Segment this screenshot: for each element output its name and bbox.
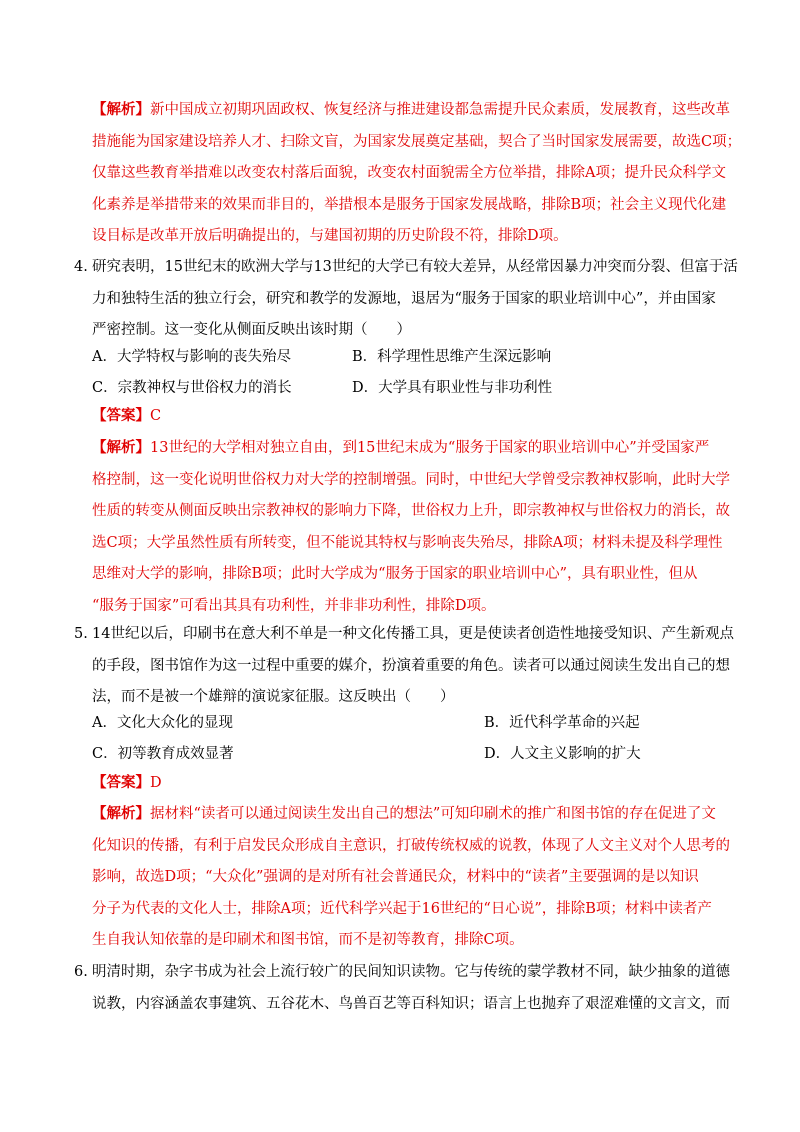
- q4-option-b: B．科学理性思维产生深远影响: [352, 349, 552, 365]
- q4-stem-line: 4. 研究表明，15世纪末的欧洲大学与13世纪的大学已有较大差异，从经常因暴力冲突而分裂、但富于活: [92, 252, 712, 284]
- q4-stem: [74, 252, 738, 347]
- q4-option-c: C．宗教神权与世俗权力的消长: [92, 380, 292, 396]
- q5-option-c: C．初等教育成效显著: [92, 746, 234, 762]
- q4-answer: [92, 400, 712, 433]
- q6-stem-line: 说教，内容涵盖农事建筑、五谷花木、鸟兽百艺等百科知识；语言上也抛弃了艰涩难懂的文言文，而: [92, 995, 730, 1012]
- q4-analysis-line: 性质的转变从侧面反映出宗教神权的影响力下降，世俗权力上升，即宗教神权与世俗权力的消长，故: [92, 503, 730, 519]
- q5-stem-line: 法，而不是被一个雄辩的演说家征服。这反映出（ ）: [92, 689, 455, 705]
- q3-analysis: [92, 94, 742, 253]
- q3-analysis-line: 措施能为国家建设培养人才、扫除文盲，为国家发展奠定基础，契合了当时国家发展需要，故选C项；: [92, 133, 742, 150]
- analysis-tag: 【解析】: [92, 439, 150, 456]
- answer-value: C: [150, 408, 162, 424]
- q4-analysis-line: 格控制，这一变化说明世俗权力对大学的控制增强。同时，中世纪大学曾受宗教神权影响，此时大学: [92, 471, 730, 488]
- q6-stem: [74, 957, 730, 1020]
- q5-analysis-line: 影响，故选D项；“大众化”强调的是对所有社会普通民众，材料中的“读者”主要强调的是以知识: [92, 869, 699, 885]
- q5-analysis-line: 化知识的传播，有利于启发民众形成自主意识，打破传统权威的说教，体现了人文主义对个人思考的: [92, 837, 730, 854]
- q3-analysis-line: 仅靠这些教育举措难以改变农村落后面貌，改变农村面貌需全方位举措，排除A项；提升民众科学文: [92, 165, 726, 181]
- q3-analysis-line: 化素养是举措带来的效果而非目的，举措根本是服务于国家发展战略，排除B项；社会主义现代化建: [92, 196, 727, 213]
- q5-option-d: D．人文主义影响的扩大: [484, 746, 641, 762]
- answer-value: D: [150, 775, 162, 791]
- q5-stem-line: 5. 14世纪以后，印刷书在意大利不单是一种文化传播工具，更是使读者创造性地接受知识、产生新观点: [92, 619, 712, 651]
- q4-analysis: [92, 432, 730, 622]
- q5-analysis-line: 生自我认知依靠的是印刷术和图书馆，而不是初等教育，排除C项。: [92, 932, 524, 948]
- q4-analysis-line: 【解析】13世纪的大学相对独立自由，到15世纪末成为“服务于国家的职业培训中心”并受国家严: [92, 439, 710, 456]
- q5-options: [92, 708, 712, 770]
- q5-analysis: [92, 798, 730, 957]
- analysis-tag: 【解析】: [92, 805, 150, 822]
- q3-analysis-line: 设目标是改革开放后明确提出的，与建国初期的历史阶段不符，排除D项。: [92, 228, 568, 244]
- q5-analysis-line: 分子为代表的文化人士，排除A项；近代科学兴起于16世纪的“日心说”，排除B项；材料中读者产: [92, 900, 712, 917]
- q4-analysis-line: “服务于国家”可看出其具有功利性，并非非功利性，排除D项。: [92, 597, 496, 614]
- q5-option-b: B．近代科学革命的兴起: [484, 715, 640, 731]
- question-number: 4.: [74, 259, 88, 275]
- question-number: 6.: [74, 964, 88, 980]
- q4-option-d: D．大学具有职业性与非功利性: [352, 380, 553, 396]
- q5-analysis-line: 【解析】据材料“读者可以通过阅读生发出自己的想法”可知印刷术的推广和图书馆的存在促进了文: [92, 805, 716, 822]
- q6-stem-line: 6. 明清时期，杂字书成为社会上流行较广的民间知识读物。它与传统的蒙学教材不同，缺少抽象的道德: [92, 957, 712, 989]
- q4-stem-line: 力和独特生活的独立行会，研究和教学的发源地，退居为“服务于国家的职业培训中心”，并由国家: [92, 290, 716, 307]
- q4-analysis-line: 思维对大学的影响，排除B项；此时大学成为“服务于国家的职业培训中心”，具有职业性，但从: [92, 566, 698, 582]
- q5-stem: [74, 619, 734, 714]
- q3-analysis-line: 【解析】新中国成立初期巩固政权、恢复经济与推进建设都急需提升民众素质，发展教育，这些改革: [92, 101, 730, 118]
- analysis-tag: 【解析】: [92, 101, 150, 118]
- q5-option-a: A．文化大众化的显现: [92, 715, 233, 731]
- q5-stem-line: 的手段，图书馆作为这一过程中重要的媒介，扮演着重要的角色。读者可以通过阅读生发出自己的想: [92, 657, 730, 674]
- question-number: 5.: [74, 626, 88, 642]
- q4-option-a: A．大学特权与影响的丧失殆尽: [92, 349, 291, 365]
- q4-options: [92, 342, 712, 404]
- q4-stem-line: 严密控制。这一变化从侧面反映出该时期（ ）: [92, 322, 411, 338]
- answer-tag: 【答案】: [92, 774, 150, 791]
- q5-answer: [92, 767, 712, 800]
- answer-tag: 【答案】: [92, 407, 150, 424]
- q4-analysis-line: 选C项；大学虽然性质有所转变，但不能说其特权与影响丧失殆尽，排除A项；材料未提及科学理性: [92, 534, 723, 551]
